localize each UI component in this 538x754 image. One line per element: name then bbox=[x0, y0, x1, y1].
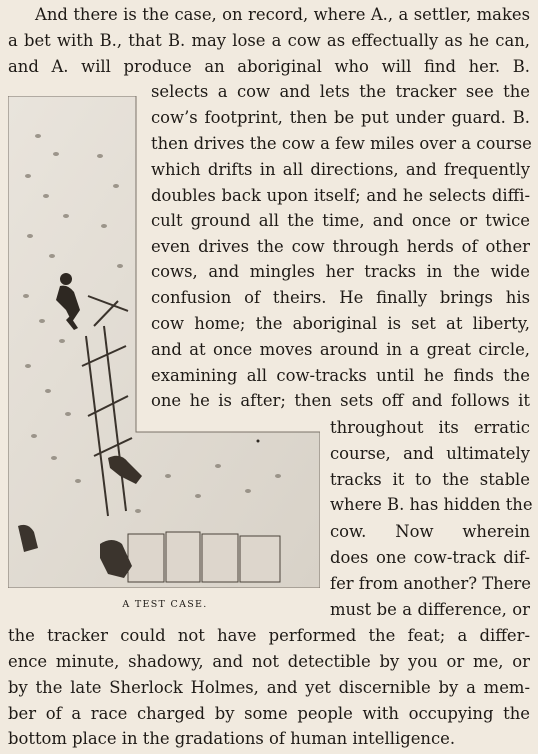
text-line: which drifts in all directions, and frequently bbox=[151, 160, 530, 179]
text-line: And there is the case, on record, where A., a settler, makes bbox=[35, 5, 530, 24]
text-line: bottom place in the gradations of human intelligence. bbox=[8, 729, 456, 748]
text-line: then drives the cow a few miles over a course bbox=[151, 134, 532, 153]
text-line: where B. has hidden the bbox=[330, 495, 533, 514]
text-line: ence minute, shadowy, and not detectible by you or me, or bbox=[8, 652, 530, 671]
text-line: does one cow-track dif- bbox=[330, 548, 530, 567]
text-line: course, and ultimately bbox=[330, 444, 530, 463]
text-line: and at once moves around in a great circle, bbox=[151, 340, 530, 359]
illustration-test-case bbox=[8, 96, 320, 588]
text-line: cult ground all the time, and once or twice bbox=[151, 211, 530, 230]
text-line: throughout its erratic bbox=[330, 418, 530, 437]
text-line: selects a cow and lets the tracker see the bbox=[151, 82, 530, 101]
text-line: cow. Now wherein bbox=[330, 522, 530, 541]
text-line: fer from another? There bbox=[330, 574, 531, 593]
text-line: must be a difference, or bbox=[330, 600, 530, 619]
text-line: and A. will produce an aboriginal who will find her. B. bbox=[8, 57, 530, 76]
text-line: confusion of theirs. He finally brings his bbox=[151, 288, 530, 307]
illustration-caption: A TEST CASE. bbox=[122, 599, 208, 610]
text-line: cow’s footprint, then be put under guard. B. bbox=[151, 108, 530, 127]
text-line: even drives the cow through herds of other bbox=[151, 237, 530, 256]
text-line: one he is after; then sets off and follows it bbox=[151, 391, 530, 410]
text-line: examining all cow-tracks until he finds the bbox=[151, 366, 530, 385]
text-line: ber of a race charged by some people with occupying the bbox=[8, 704, 530, 723]
text-line: the tracker could not have performed the feat; a differ- bbox=[8, 626, 530, 645]
text-line: doubles back upon itself; and he selects diffi- bbox=[151, 186, 530, 205]
text-line: cow home; the aboriginal is set at liberty, bbox=[151, 314, 530, 333]
text-line: tracks it to the stable bbox=[330, 470, 530, 489]
text-line: by the late Sherlock Holmes, and yet discernible by a mem- bbox=[8, 678, 530, 697]
text-line: a bet with B., that B. may lose a cow as effectually as he can, bbox=[8, 31, 530, 50]
text-line: cows, and mingles her tracks in the wide bbox=[151, 262, 530, 281]
